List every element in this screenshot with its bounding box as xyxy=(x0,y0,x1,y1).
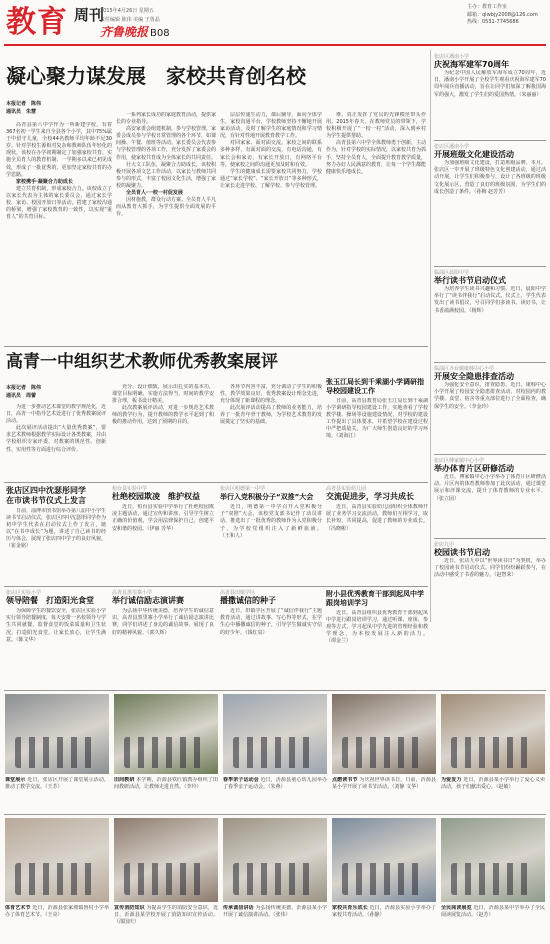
photo-caption xyxy=(114,777,218,813)
lead-subhead: 家校携手·凝聚合力助成长 xyxy=(16,178,73,185)
brief-text: 为纪念中国人民解放军海军成立70周年，近日，潘南小学开展了全校学生观看庆祝海军建军70周年阅兵直播活动，旨在让同学们加深了解我国海军的强大，激发了学生们的爱国热情。（朱丽丽） xyxy=(434,70,546,98)
rail-rule xyxy=(434,538,546,539)
lead-paragraph: 一系列家长成功的家庭教育活动，提供家长的专业指导。 xyxy=(116,112,216,126)
photo-caption-title: 宣传消防知识 xyxy=(114,905,145,911)
brief-kicker: 张店九中 xyxy=(434,542,455,548)
photo-caption-author: （刘静 文华） xyxy=(392,784,422,790)
photo-caption-title: 田间教研 xyxy=(114,777,135,783)
photo-caption-title: 体育艺术节 xyxy=(5,905,31,911)
masthead-logo: 教育 xyxy=(6,5,68,40)
exhibit-paragraph: 此次展评活动提出“大量优秀教案”，要求艺术教师根据教学实际设计各类教案，并由学校组织专家评委，对教案的规范性、创新性、实用性等方面进行综合评价。 xyxy=(6,425,106,453)
box-title: 举行诚信励志演讲赛 xyxy=(112,596,184,606)
photo-caption-author: （孙静） xyxy=(367,912,385,918)
news-photo xyxy=(332,694,436,774)
box-title: 在市读书节仪式上发言 xyxy=(6,496,86,505)
box-title: 播撒诚信的种子 xyxy=(220,596,276,606)
masthead-rule xyxy=(4,44,546,46)
photo-caption-text: 近日，沂源县童心幼儿园举办了春季亲子运动会。 xyxy=(223,777,327,790)
contact-hotline: 热线：0531-7745686 xyxy=(467,19,519,25)
exhibit-byline: 本报记者 陈伟 通讯员 周蕾 xyxy=(6,385,42,399)
article-box-f xyxy=(6,590,106,686)
brief-text: 近日，傅家镇中心小学举办了体育片区研修活动，片区内的体育教师参加了此次活动，通过课堂展示和评课交流，提升了体育教师的专业水平。（张立园） xyxy=(434,474,546,502)
rail-rule xyxy=(434,454,546,455)
exhibit-paragraph: 此次教案展评活动，对进一步规范艺术教师的教学行为，提升教师的教学水平起到了积极的推动作用，达到了预期的目的。 xyxy=(112,405,214,426)
news-photo xyxy=(5,818,109,902)
photo-caption xyxy=(332,905,436,943)
lead-paragraph: 因材施教，群众行动方案。全员育人平凡而从教育大抓手，为学生提供全面发展的平台。 xyxy=(116,197,216,218)
news-photo xyxy=(332,818,436,902)
brief-kicker: 张店区傅家镇中心小学 xyxy=(434,458,485,464)
news-brief-6 xyxy=(434,542,546,624)
photo-figures xyxy=(451,863,534,895)
news-brief-1 xyxy=(434,54,546,128)
box-text: 近日，高青县组织县优秀教育干部到起凤中学进行跟岗培训学习，通过听课、座谈、参观等方式，学习起凤中学先进的管理经验和教学理念，为本校发展注入新的活力。（谭金兰） xyxy=(326,610,428,645)
news-brief-3 xyxy=(434,270,546,352)
photo-caption xyxy=(223,777,327,813)
brief-kicker: 临淄区齐台镇康韩中心小学 xyxy=(434,366,495,372)
page-number: B08 xyxy=(150,28,170,39)
section-rule xyxy=(4,482,428,483)
lead-paragraph: 学生的健康成长需要家校共同努力，学校通过“家长学校”、“家长开放日”等多种形式，让家长走进学校、了解学校、参与学校管理。 xyxy=(220,168,322,189)
exhibit-column-3 xyxy=(220,384,322,478)
lead-column-3 xyxy=(220,112,322,344)
box-text: 近日，田镇学区开展了“诚信伴我行”主题教育活动，通过讲故事、写心得等形式，在学生心中播撒诚信的种子，引导学生做诚实守信的好少年。（钱红泉） xyxy=(220,608,322,636)
box-title: 附小县优秀教育干部到起凤中学跟岗培训学习 xyxy=(326,590,424,607)
photo-caption xyxy=(441,777,545,813)
article-box-g xyxy=(112,590,214,686)
photo-figures xyxy=(451,737,534,767)
photo-caption xyxy=(332,777,436,813)
brief-text: 近日，张店九中以“世界读书日”为契机，举办了校园读书节启动仪式。同学们纷纷踊跃参与，在活动中感受了书香的魅力。（赵智荣） xyxy=(434,558,546,579)
photo-caption-text: 近日，沂源县张家坡镇鲁村小学举办了体育艺术节。 xyxy=(5,905,109,918)
article-box-d xyxy=(326,378,428,498)
photo-figures xyxy=(342,737,425,767)
news-photo xyxy=(441,818,545,902)
lead-paragraph: 建立共育机制，形成家校合力。该校成立了以家长代表为主体的家长委员会，通过家长学校、家访、校园开放日等活动，搭建了家校沟通的桥梁，增强了家校教育的一致性，以实现“重育人”的共育目标。 xyxy=(6,185,112,221)
brief-kicker: 张店区潘南小学 xyxy=(434,54,470,60)
photo-caption-text: 近日，张店区开展了课堂展示活动，推动了教学交流。 xyxy=(5,777,109,790)
lead-column-1 xyxy=(6,122,112,344)
box-title: 领导陪餐 打造阳光食堂 xyxy=(6,596,94,606)
box-title: 杜绝校园欺凌 维护权益 xyxy=(112,492,200,502)
masthead-weekly: 周刊 xyxy=(74,6,105,24)
box-text: 近日，明德第一中学召开入党积极分子“双推”大会，该校党支部书记作了动员讲话，推选出了一批优秀的教师作为入党积极分子，为学校党组织注入了新鲜血液。（王和人） xyxy=(220,504,322,539)
photo-caption-title: 全民阅读展览 xyxy=(441,905,472,911)
photo-caption-author: （朱燕） xyxy=(268,784,286,790)
lead-paragraph: 高青县第六中学全体教师勇于创新，主动作为，针对学校的实际情况，以家校共育为抓手，坚持全员育人，全面提升教育教学质量，努力办好人民满意的教育，让每一个学生都能健康快乐地成长。 xyxy=(326,140,426,175)
photo-caption xyxy=(114,905,218,943)
box-text: 为保障学生的餐饮安全，张店区实验小学实行领导陪餐制度，每天安排一名校领导与学生共同就餐，监督食堂的饭菜质量和卫生状况，打造阳光食堂，让家长放心，让学生满意。（陈文华） xyxy=(6,608,106,643)
issue-date: 2015年4月26日 星期五 xyxy=(100,8,154,14)
brief-title: 举办体育片区研修活动 xyxy=(434,464,514,474)
brief-title: 举行读书节启动仪式 xyxy=(434,276,506,286)
section-rule xyxy=(4,586,428,587)
photo-caption-text: 本学期，沂源县铁匠镇教办组织了田间教研活动，让教师走进自然。 xyxy=(114,777,218,790)
lead-subhead: 全员育人·一校一村促发展 xyxy=(126,190,183,197)
article-box-e xyxy=(326,486,428,588)
box-kicker: 张店区明德第一中学 xyxy=(220,486,266,492)
news-photo xyxy=(223,694,327,774)
photo-caption-title: 家校共育乐成长 xyxy=(332,905,368,911)
box-kicker-title: 张店区四中沈瑟彤同学 xyxy=(6,486,86,495)
editor-credit: 责任编辑 陈伟 美编 王鲁晶 xyxy=(100,17,160,23)
article-box-b xyxy=(112,486,214,588)
photo-caption-title: 课堂展示 xyxy=(5,777,26,783)
photo-caption-text: 为弘扬传统美德，沂源县某小学开展了诚信演讲活动。 xyxy=(223,905,327,918)
lead-paragraph: 堆，真正发挥了党员的先锋模范带头作用。2015年春天，在教师党员的带领下，学校积极开展了“一校一村”活动，深入到乡村为学生提供帮助。 xyxy=(326,112,426,140)
news-photo xyxy=(223,818,327,902)
exhibit-column-1 xyxy=(6,404,106,478)
photo-caption-author: （赵敏） xyxy=(496,784,514,790)
exhibit-column-2 xyxy=(112,384,214,478)
brief-kicker: 临淄区晨阳中学 xyxy=(434,270,470,276)
photo-caption-title: 为爱发力 xyxy=(441,777,462,783)
box-text: 近日，桓台县实验中学举行了杜绝校园欺凌主题活动，通过宣传和讲座，引导学生树立正确的价值观，学会用法律保护自己，创建平安和谐的校园。（伊丽 芳华） xyxy=(112,504,214,532)
box-kicker: 高青县黑里寨小学 xyxy=(112,590,153,596)
photo-caption-text: 近日，沂源县实验小学举办了家校共育活动。 xyxy=(332,905,436,918)
lead-headline: 凝心聚力谋发展 家校共育创名校 xyxy=(6,64,306,88)
photo-figures xyxy=(342,863,425,895)
brief-text: 为强化安全意识，排查隐患，近日，康韩中心小学开展了校园安全隐患排查活动，对校园内的教学楼、食堂、宿舍等重点部位进行了全面检查，确保学生的安全。（李金玲） xyxy=(434,382,546,410)
rail-rule xyxy=(434,140,546,141)
photo-figures xyxy=(15,863,98,895)
news-photo xyxy=(5,694,109,774)
photo-caption xyxy=(5,905,109,943)
box-title: 张玉江局长到千乘湖小学调研指导校园建设工作 xyxy=(326,378,424,395)
photo-caption-author: （王亮） xyxy=(45,912,63,918)
lead-column-2 xyxy=(116,112,216,344)
lead-paragraph: 壮大文工队伍，凝聚合力助成长，该校积极开展各项文艺工作活动，以家长与教师共同参与的形式，丰富了校园文化生活，增强了家校的凝聚力。 xyxy=(116,161,216,189)
article-box-a xyxy=(6,486,106,586)
photo-caption-title: 点燃读书节 xyxy=(332,777,358,783)
photo-caption xyxy=(5,777,109,813)
exhibit-paragraph: 为进一步推动艺术课堂的教学规范化，近日，高青一中指导艺术处进行了优秀教案展评活动。 xyxy=(6,404,106,425)
photo-figures xyxy=(233,737,316,767)
news-brief-4 xyxy=(434,366,546,444)
photo-caption-author: （赵芳） xyxy=(476,912,494,918)
news-brief-5 xyxy=(434,458,546,532)
exhibit-paragraph: 充分、设计细致，展示出扎实的基本功，课堂目标明确，实施方法得当，时间的教学安排合理，板书设计精美。 xyxy=(112,384,214,405)
photo-caption-text: 近日，沂源县某小学举行了爱心义卖活动，孩子们献出爱心。 xyxy=(441,777,545,790)
news-photo xyxy=(114,818,218,902)
box-kicker: 高青县实验幼儿园 xyxy=(326,486,367,492)
lead-paragraph: 对回家家、面对面交流。家校之间的联系多种多样，有面对面的交流，有电话沟通，有家长会和家访，有家长开放日，有网络平台等，使家校之间的沟通更加及时和有效。 xyxy=(220,140,322,168)
photo-figures xyxy=(124,863,207,895)
lead-paragraph: 高青县第六中学作为一所新建学校，有着367名初一学生来自全县各个小学，其中75%属于中留守儿童，全校44名教师平均年龄不足30岁。针对学校生源相对复杂和教师队伍年轻化的现状，该校在办学初期制定了加强家校共育、实施全员育人的教育机制，一学期多以来已初见成效，形成了一批优秀的、更加坚定家校共育的办学思路。 xyxy=(6,122,112,178)
news-brief-2 xyxy=(434,144,546,260)
exhibit-paragraph: 此次展评活动提高了教师的业务能力，培养了一批青年骨干教师，为学校艺术教育的发展奠定了坚实的基础。 xyxy=(220,405,322,426)
article-box-c xyxy=(220,486,322,584)
paper-name: 齐鲁晚报 xyxy=(100,25,149,39)
exhibit-headline: 高青一中组织艺术教师优秀教案展评 xyxy=(6,352,278,372)
article-box-h xyxy=(220,590,322,686)
box-text: 近日，高青县实验幼儿园组织全体教师开展了业务学习交流活动，教师们互相学习，取长补短，共同提高，促进了教师的专业成长。（冯晓彬） xyxy=(326,504,428,532)
box-text: 日前，高青县教育局张玉江局长到千乘湖小学调研指导校园建设工作，实地查看了学校教学楼、操场等设施建设情况，对学校的建设工作提出了具体要求，并希望学校在建设过程中严把质量关，为广大师生创造良好的学习环境。（刘海江） xyxy=(326,398,428,440)
lead-column-4 xyxy=(326,112,426,344)
box-title: 交流促进步，学习共成长 xyxy=(326,492,414,502)
section-rule xyxy=(4,690,546,691)
rail-rule xyxy=(434,362,546,363)
box-kicker: 桓台县实验中学 xyxy=(112,486,148,492)
photo-caption-author: （邵国庆） xyxy=(114,919,140,925)
rail-rule xyxy=(434,266,546,267)
photo-caption-title: 传承诚信讲话 xyxy=(223,905,254,911)
photo-figures xyxy=(124,737,207,767)
box-kicker: 张店区实验小学 xyxy=(6,590,42,596)
brief-title: 开展班级文化建设活动 xyxy=(434,150,514,160)
brief-text: 为加强班级文化建设，打造班级品牌，本月，张店区一中开展了班级特色文化创建活动，通过活动开展，让学生们积极参与，设计了各班级的班级文化展示区，营造了良好的班级氛围，为学生们的成长创造了条件。（孙梅 赵芳芳） xyxy=(434,160,546,195)
lead-paragraph: 高安家委会组建机制，参与学校管理，家委会成员参与学校日常管理的各个环节，如课间操、午餐、值班等活动。家长委员会代表参与学校管理的各项工作，充分发挥了家委会的作用，使家校共育成为全体家长的共同责任。 xyxy=(116,126,216,161)
brief-title: 庆祝海军建军70周年 xyxy=(434,60,510,70)
box-kicker: 高青县田镇学区 xyxy=(220,590,256,596)
photo-caption-text: 为提高学生的消防安全意识，近日，沂源县某学校开展了消防知识宣传活动。 xyxy=(114,905,218,918)
brief-title: 校园读书节启动 xyxy=(434,548,490,558)
photo-caption-title: 春季亲子运动会 xyxy=(223,777,259,783)
box-text: 日前，淄博市图书馆举办第八届中小学生读书节启动仪式，张店区四中沈瑟彤同学作为初中学生代表在启动仪式上作了发言，她以“在书中成长”为题，讲述了自己读书的经历与体会，展现了张店四中学子的良好风貌。（崔金铭） xyxy=(6,508,106,550)
contact-info xyxy=(467,4,538,27)
photo-caption xyxy=(441,905,545,943)
article-box-i xyxy=(326,590,428,696)
news-photo xyxy=(441,694,545,774)
photo-caption-author: （李玲） xyxy=(184,784,202,790)
box-title: 举行入党积极分子“双推”大会 xyxy=(220,493,314,502)
photo-caption xyxy=(223,905,327,943)
contact-line: 主办：教育工作室 xyxy=(467,4,508,10)
photo-caption-author: （王芳） xyxy=(45,784,63,790)
photo-figures xyxy=(15,737,98,767)
photo-caption-text: 为庆祝世界读书日，日前，沂源县某小学开展了读书节活动。 xyxy=(332,777,436,790)
photo-figures xyxy=(233,863,316,895)
exhibit-paragraph: 各环节内容丰富，充分调动了学生的积极性，教学效果良好，优秀教案设计理念先进，充分体现了新课程的理念。 xyxy=(220,384,322,405)
brief-kicker: 张店区潘南小学 xyxy=(434,144,470,150)
brief-title: 开展安全隐患排查活动 xyxy=(434,372,514,382)
lead-byline: 本报记者 陈伟 通讯员 朱慧 xyxy=(6,101,42,115)
section-rule xyxy=(4,814,546,815)
photo-caption-text: 近日，沂源县某中学举办了全民阅读展览活动。 xyxy=(441,905,545,918)
lead-paragraph: 层层传递生动力，课后辅导，面向全体学生，家校沟通平台，学校教师坚持不懈地开展家访活动，及时了解学生的家庭情况和学习情况，有针对性地开展教育教学工作。 xyxy=(220,112,322,140)
right-rail-divider xyxy=(430,50,431,622)
section-rule xyxy=(4,346,428,347)
photo-caption-author: （张伟） xyxy=(273,912,291,918)
box-text: 为弘扬中华传统美德，培养学生的诚信意识，高青县黑里寨小学举行了诚信励志演讲比赛，同学们讲述了身边的诚信故事，展现了良好的精神风貌。（郭久辉） xyxy=(112,608,214,636)
news-photo xyxy=(114,694,218,774)
brief-text: 为培养学生读书兴趣和习惯，近日，晨阳中学举行了“读书伴我行”启动仪式。仪式上，学生代表发出了读书倡议，号召同学们多读书、读好书，让书香溢满校园。（杨辉） xyxy=(434,286,546,314)
contact-email: 邮箱：qlwbjy2008@126.com xyxy=(467,11,538,18)
